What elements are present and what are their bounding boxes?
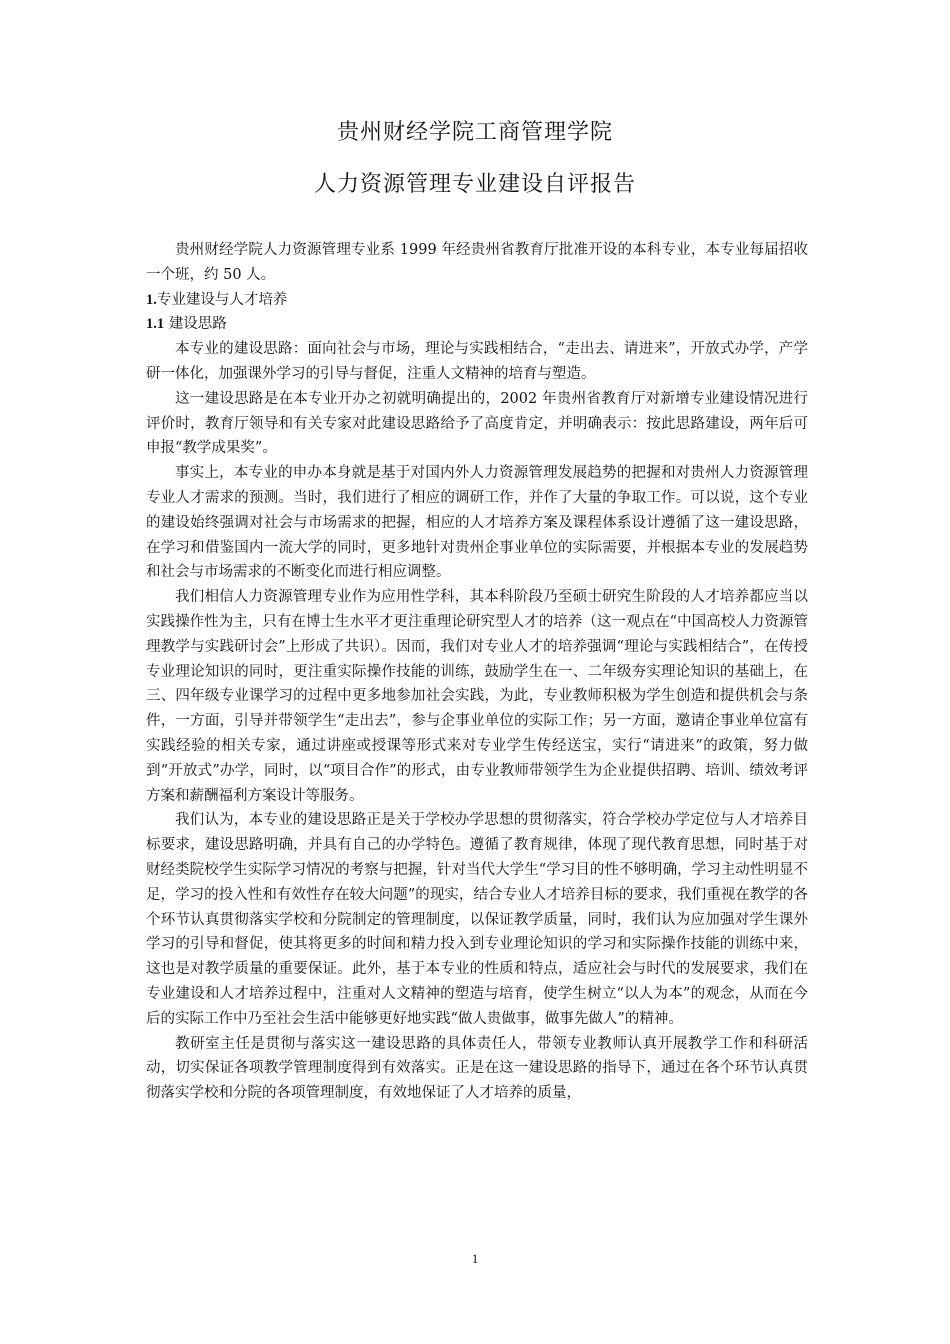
body-paragraph: 本专业的建设思路：面向社会与市场，理论与实践相结合，“走出去、请进来”，开放式办学，产学研一体化，加强课外学习的引导与督促，注重人文精神的培育与塑造。	[146, 341, 808, 382]
intro-paragraph: 贵州财经学院人力资源管理专业系 1999 年经贵州省教育厅批准开设的本科专业，本专业每届招收一个班，约 50 人。	[146, 242, 808, 283]
section-number: 1.1	[146, 316, 165, 333]
section-title: 建设思路	[164, 316, 227, 333]
section-number: 1.	[146, 291, 157, 308]
body-paragraph: 这一建设思路是在本专业开办之初就明确提出的，2002 年贵州省教育厅对新增专业建设情况进行评价时，教育厅领导和有关专家对此建设思路给予了高度肯定，并明确表示：按此思路建设，两年后可申报“教学成果奖”。	[146, 390, 808, 457]
document-title-line2: 人力资源管理专业建设自评报告	[313, 172, 636, 197]
section-heading-1	[146, 288, 808, 313]
document-title-line1: 贵州财经学院工商管理学院	[336, 120, 613, 145]
body-paragraph: 事实上，本专业的申办本身就是基于对国内外人力资源管理发展趋势的把握和对贵州人力资源管理专业人才需求的预测。当时，我们进行了相应的调研工作，并作了大量的争取工作。可以说，这个专业的建设始终强调对社会与市场需求的把握，相应的人才培养方案及课程体系设计遵循了这一建设思路，在学习和借鉴国内一流大学的同时，更多地针对贵州企事业单位的实际需要，并根据本专业的发展趋势和社会与市场需求的不断变化而进行相应调整。	[146, 465, 808, 581]
page-number: 1	[471, 1251, 479, 1266]
body-paragraph: 我们认为，本专业的建设思路正是关于学校办学思想的贯彻落实，符合学校办学定位与人才培养目标要求，建设思路明确，并具有自己的办学特色。遵循了教育规律，体现了现代教育思想，同时基于对财经类院校学生实际学习情况的考察与把握，针对当代大学生“学习目的性不够明确，学习主动性明显不足，学习的投入性和有效性存在较大问题”的现实，结合专业人才培养目标的要求，我们重视在教学的各个环节认真贯彻落实学校和分院制定的管理制度，以保证教学质量，同时，我们认为应加强对学生课外学习的引导和督促，使其将更多的时间和精力投入到专业理论知识的学习和实际操作技能的训练中来，这也是对教学质量的重要保证。此外，基于本专业的性质和特点，适应社会与时代的发展要求，我们在专业建设和人才培养过程中，注重对人文精神的塑造与培育，使学生树立“以人为本”的观念，从而在今后的实际工作中乃至社会生活中能够更好地实践“做人贵做事，做事先做人”的精神。	[146, 812, 808, 1027]
body-paragraph: 教研室主任是贯彻与落实这一建设思路的具体责任人，带领专业教师认真开展教学工作和科研活动，切实保证各项教学管理制度得到有效落实。正是在这一建设思路的指导下，通过在各个环节认真贯彻落实学校和分院的各项管理制度，有效地保证了人才培养的质量，	[146, 1035, 808, 1102]
section-title: 专业建设与人才培养	[156, 291, 288, 308]
document-body	[146, 238, 808, 1106]
body-paragraph: 我们相信人力资源管理专业作为应用性学科，其本科阶段乃至硕士研究生阶段的人才培养都应当以实践操作性为主，只有在博士生水平才更注重理论研究型人才的培养（这一观点在“中国高校人力资源管理教学与实践研讨会”上形成了共识）。因而，我们对专业人才的培养强调“理论与实践相结合”，在传授专业理论知识的同时，更注重实际操作技能的训练，鼓励学生在一、二年级夯实理论知识的基础上，在三、四年级专业课学习的过程中更多地参加社会实践，为此，专业教师积极为学生创造和提供机会与条件，一方面，引导并带领学生“走出去”，参与企事业单位的实际工作；另一方面，邀请企事业单位富有实践经验的相关专家，通过讲座或授课等形式来对专业学生传经送宝，实行“请进来”的政策，努力做到“开放式”办学，同时，以“项目合作”的形式，由专业教师带领学生为企业提供招聘、培训、绩效考评方案和薪酬福利方案设计等服务。	[146, 589, 808, 804]
section-heading-1-1	[146, 312, 808, 337]
